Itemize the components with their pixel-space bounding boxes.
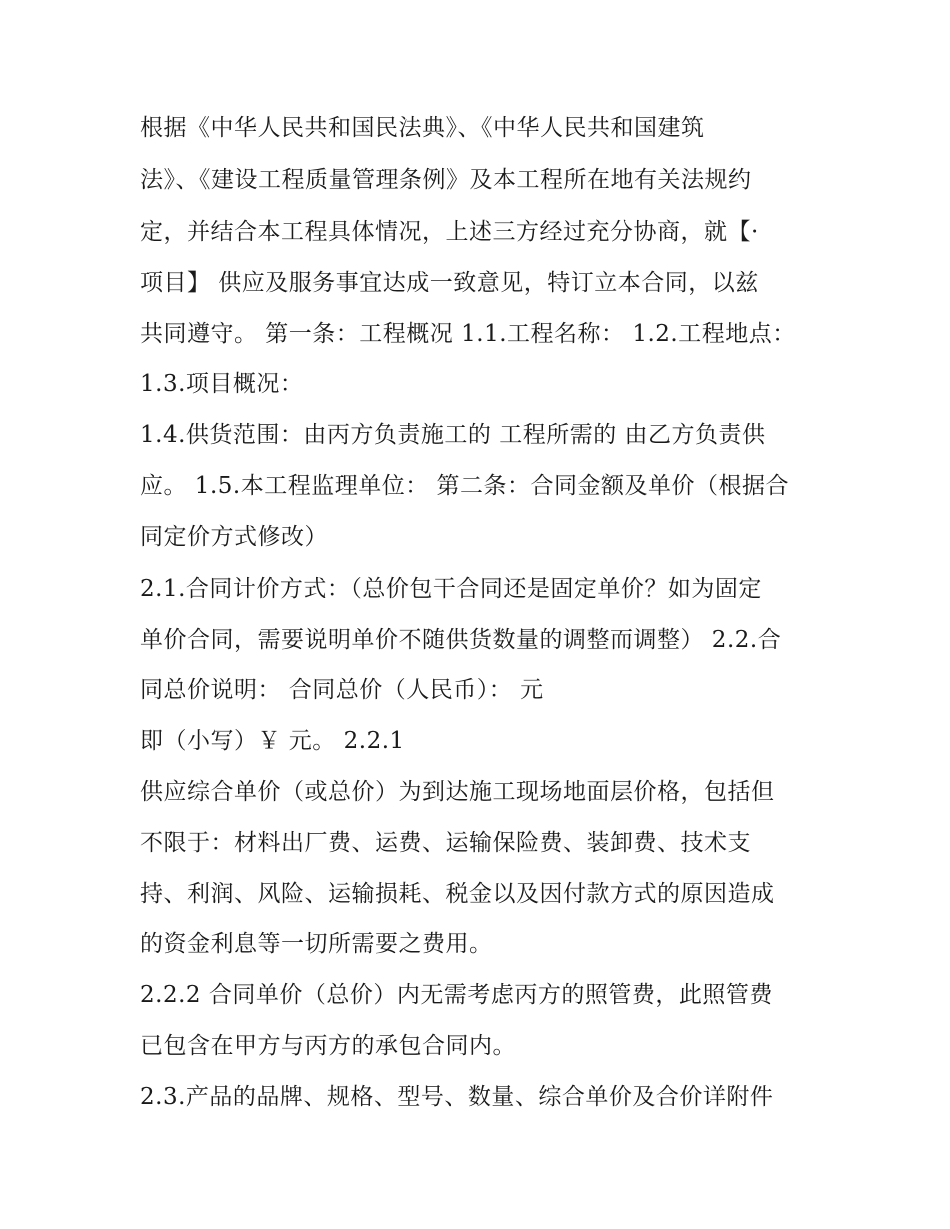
text-line: 2.1.合同计价方式：（总价包干合同还是固定单价？如为固定 [140,576,762,602]
text-line: 已包含在甲方与丙方的承包合同内。 [140,1033,516,1059]
text-line: 1.3.项目概况： [140,371,304,397]
text-line: 不限于：材料出厂费、运费、运输保险费、装卸费、技术支 [140,830,751,856]
text-line: 同总价说明： 合同总价（人民币）： 元 [140,677,544,703]
text-line: 同定价方式修改） [140,524,328,550]
text-line: 供应综合单价（或总价）为到达施工现场地面层价格，包括但 [140,779,775,805]
text-line: 的资金利息等一切所需要之费用。 [140,931,493,957]
text-line: 项目】 供应及服务事宜达成一致意见，特订立本合同，以兹 [140,270,759,296]
text-line: 共同遵守。 第一条：工程概况 1.1.工程名称： 1.2.工程地点： [140,321,796,347]
text-line: 定，并结合本工程具体情况，上述三方经过充分协商，就【· [140,219,759,245]
text-line: 1.4.供货范围：由丙方负责施工的 工程所需的 由乙方负责供 [140,422,766,448]
text-line: 根据《中华人民共和国民法典》、《中华人民共和国建筑 [140,115,705,141]
text-line: 应。 1.5.本工程监理单位： 第二条：合同金额及单价（根据合 [140,473,790,499]
text-line: 单价合同，需要说明单价不随供货数量的调整而调整） 2.2.合 [140,627,782,653]
text-line: 2.3.产品的品牌、规格、型号、数量、综合单价及合价详附件 [140,1084,774,1110]
text-line: 持、利润、风险、运输损耗、税金以及因付款方式的原因造成 [140,881,775,907]
text-line: 2.2.2 合同单价（总价）内无需考虑丙方的照管费，此照管费 [140,982,773,1008]
text-line: 法》、《建设工程质量管理条例》及本工程所在地有关法规约 [140,167,752,193]
text-line: 即（小写）￥ 元。 2.2.1 [140,728,405,754]
